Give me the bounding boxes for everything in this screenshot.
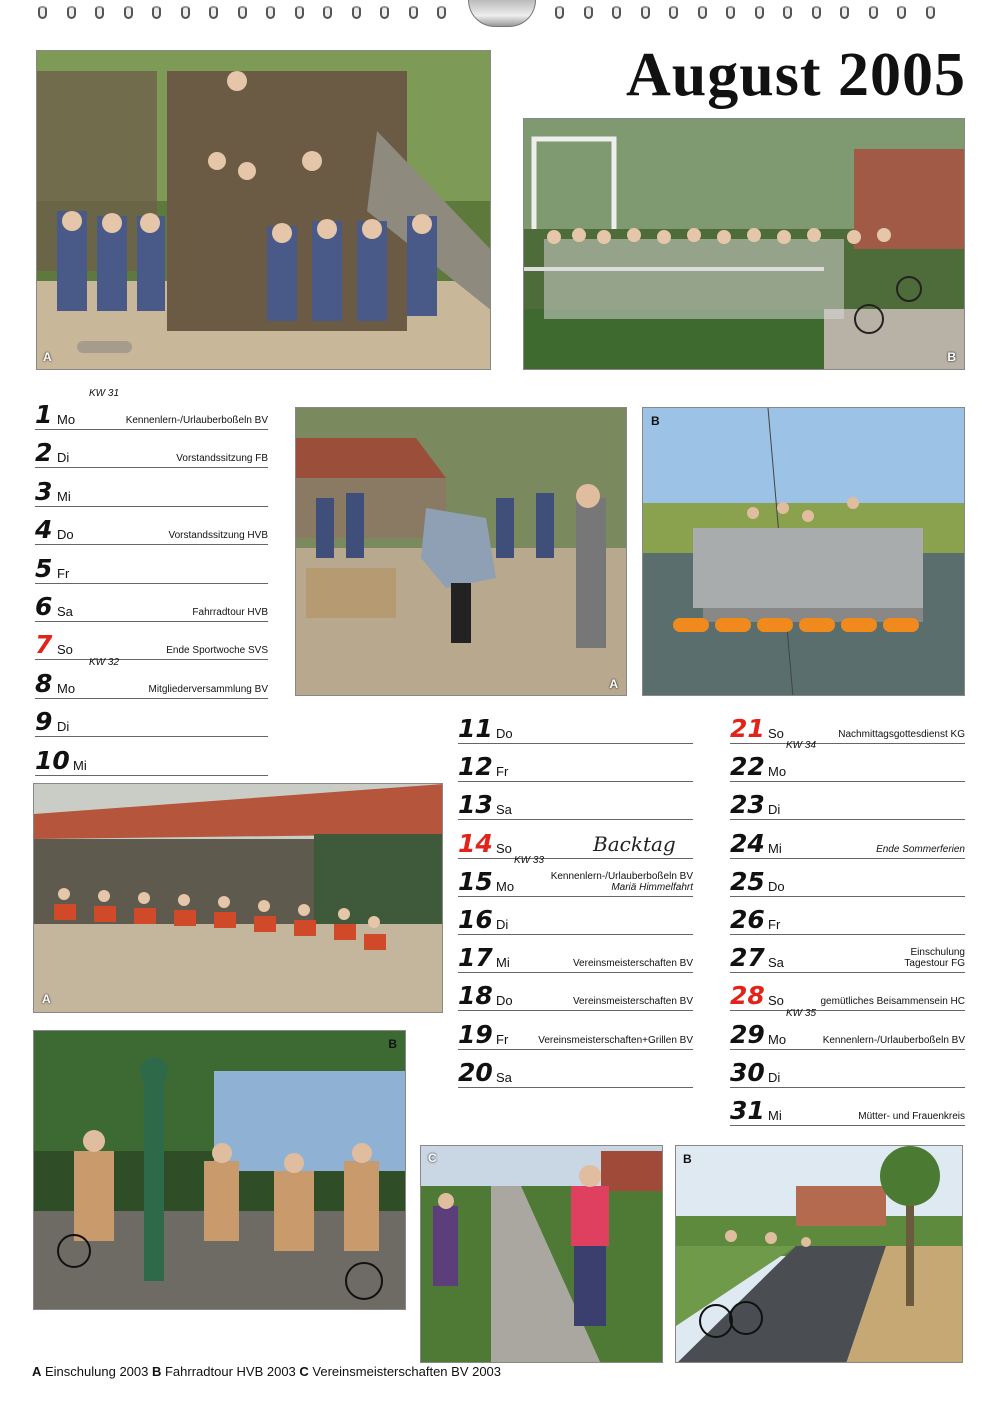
week-number: KW 34	[786, 740, 817, 752]
day-number: 9	[35, 707, 53, 737]
day-row	[35, 624, 268, 660]
event-text	[551, 871, 693, 893]
photo-fahrradtour-pump-image	[34, 1031, 406, 1310]
day-number: 10	[35, 745, 70, 775]
photo-label: C	[428, 1151, 437, 1165]
photo-label: B	[651, 414, 660, 428]
weekday-label: Mi	[496, 955, 510, 971]
spiral-ring	[95, 6, 104, 19]
legend-key-a: A	[32, 1364, 42, 1379]
day-number: 13	[458, 790, 493, 820]
day-number: 6	[35, 592, 53, 621]
day-row	[730, 740, 965, 782]
weekday-label: Di	[768, 802, 781, 818]
day-number: 18	[458, 981, 493, 1011]
weekday-label: Di	[496, 917, 509, 932]
day-number: 7	[35, 630, 53, 660]
event-text	[149, 684, 269, 695]
photo-fahrradtour-ferry	[642, 407, 965, 696]
event-line: Kennenlern-/Urlauberboßeln BV	[125, 415, 268, 426]
day-row	[730, 861, 965, 897]
day-row	[730, 937, 965, 973]
spiral-ring	[840, 6, 849, 19]
weekday-label: So	[57, 642, 73, 658]
day-number: 16	[458, 905, 493, 934]
event-text	[169, 530, 269, 541]
spiral-ring	[755, 6, 764, 19]
day-number: 21	[730, 714, 765, 743]
legend-text-b: Fahrradtour HVB 2003	[161, 1364, 300, 1379]
spiral-ring	[209, 6, 218, 19]
day-number: 8	[35, 668, 53, 698]
weekday-label: Mi	[768, 1108, 782, 1123]
weekday-label: Di	[57, 450, 70, 466]
event-line: Ende Sommerferien	[876, 843, 965, 855]
event-line: Tagestour FG	[904, 958, 965, 970]
weekday-label: Sa	[496, 1069, 512, 1085]
weekday-label: Mi	[57, 488, 71, 504]
spiral-ring	[238, 6, 247, 19]
day-row	[458, 1052, 693, 1088]
spiral-ring	[266, 6, 275, 19]
handwritten-note: Backtag	[593, 831, 676, 856]
event-text	[820, 996, 965, 1007]
day-number: 2	[35, 438, 53, 468]
spiral-ring	[783, 6, 792, 19]
day-row	[458, 899, 693, 935]
day-row	[35, 740, 268, 776]
day-number: 17	[458, 943, 493, 973]
weekday-label: Mi	[768, 840, 782, 856]
day-row	[458, 784, 693, 820]
day-row	[35, 388, 268, 430]
day-row	[35, 432, 268, 468]
event-text	[904, 947, 965, 969]
day-number: 14	[458, 828, 493, 858]
day-number: 15	[458, 866, 493, 896]
event-line: Nachmittagsgottesdienst KG	[838, 729, 965, 740]
event-line: Mütter- und Frauenkreis	[858, 1111, 965, 1122]
day-row	[35, 701, 268, 737]
day-number: 3	[35, 476, 53, 506]
legend-key-c: C	[299, 1364, 309, 1379]
day-row	[730, 975, 965, 1011]
weekday-label: Mo	[768, 1031, 787, 1047]
weekday-label: Fr	[496, 764, 509, 780]
spiral-ring	[869, 6, 878, 19]
weekday-label: So	[768, 993, 784, 1009]
photo-einschulung-tractors	[33, 783, 443, 1013]
event-line: Einschulung	[910, 947, 965, 959]
weekday-label: Sa	[496, 802, 512, 818]
week-number: KW 35	[786, 1007, 817, 1019]
spiral-ring	[152, 6, 161, 19]
photo-label: A	[43, 350, 52, 364]
week-number: KW 33	[514, 854, 545, 866]
day-row	[458, 975, 693, 1011]
spiral-ring	[409, 6, 418, 19]
spiral-ring	[812, 6, 821, 19]
day-row	[730, 1007, 965, 1050]
day-number: 4	[35, 515, 53, 545]
day-number: 30	[730, 1057, 765, 1087]
spiral-ring	[612, 6, 621, 19]
event-text	[838, 729, 965, 740]
weekday-label: Do	[768, 878, 785, 894]
page-title: August 2005	[625, 41, 966, 109]
day-number: 28	[730, 981, 765, 1011]
spiral-ring	[641, 6, 650, 19]
day-number: 26	[730, 905, 765, 934]
photo-label: B	[947, 350, 956, 364]
day-row	[458, 823, 693, 859]
calendar-hanger	[468, 0, 536, 27]
spiral-ring	[726, 6, 735, 19]
day-number: 1	[35, 400, 53, 429]
day-row	[730, 823, 965, 859]
event-text	[823, 1035, 965, 1046]
day-number: 19	[458, 1019, 493, 1049]
event-text	[858, 1111, 965, 1122]
day-number: 29	[730, 1019, 765, 1049]
weekday-label: Di	[57, 719, 70, 735]
photo-fahrradtour-group-image	[524, 119, 965, 370]
photo-fahrradtour-group	[523, 118, 965, 370]
day-number: 23	[730, 790, 765, 820]
weekday-label: Fr	[496, 1031, 509, 1047]
weekday-label: Mo	[57, 412, 76, 427]
photo-einschulung-mascot-image	[296, 408, 627, 696]
photo-legend	[32, 1364, 501, 1379]
event-line: Vorstandssitzung FB	[176, 453, 268, 465]
weekday-label: Do	[496, 726, 513, 741]
event-text	[126, 415, 268, 426]
spiral-ring	[67, 6, 76, 19]
day-row	[730, 784, 965, 820]
spiral-ring	[555, 6, 564, 19]
weekday-label: Do	[57, 527, 74, 543]
day-row	[35, 586, 268, 622]
day-number: 24	[730, 828, 765, 858]
weekday-label: Mi	[73, 757, 87, 773]
day-row	[35, 509, 268, 545]
spiral-ring	[295, 6, 304, 19]
event-text	[573, 958, 693, 969]
weekday-label: Mo	[768, 764, 787, 780]
spiral-ring	[698, 6, 707, 19]
legend-text-a: Einschulung 2003	[41, 1364, 152, 1379]
spiral-ring	[669, 6, 678, 19]
day-number: 12	[458, 752, 493, 782]
day-row	[458, 937, 693, 973]
event-line: Kennenlern-/Urlauberboßeln BV	[550, 870, 693, 882]
spiral-ring	[38, 6, 47, 19]
event-line: Mariä Himmelfahrt	[611, 881, 693, 893]
day-row	[730, 708, 965, 744]
spiral-ring	[584, 6, 593, 19]
day-number: 27	[730, 943, 765, 973]
weekday-label: Sa	[768, 955, 784, 971]
spiral-ring	[124, 6, 133, 19]
day-row	[730, 1052, 965, 1088]
spiral-ring	[323, 6, 332, 19]
photo-einschulung-playground-image	[37, 51, 491, 370]
spiral-ring	[437, 6, 446, 19]
spiral-ring	[926, 6, 935, 19]
event-line: Kennenlern-/Urlauberboßeln BV	[822, 1034, 965, 1046]
photo-label: B	[683, 1152, 692, 1166]
day-row	[35, 548, 268, 584]
photo-fahrradtour-pump	[33, 1030, 406, 1310]
event-text	[192, 607, 268, 618]
event-line: Vereinsmeisterschaften+Grillen BV	[538, 1034, 693, 1046]
photo-einschulung-mascot	[295, 407, 627, 696]
day-row	[730, 899, 965, 935]
weekday-label: Do	[496, 993, 513, 1009]
day-row	[35, 656, 268, 699]
weekday-label: Sa	[57, 604, 73, 619]
legend-text-c: Vereinsmeisterschaften BV 2003	[308, 1364, 502, 1379]
event-line: Vereinsmeisterschaften BV	[572, 958, 693, 970]
event-line: Vereinsmeisterschaften BV	[572, 996, 693, 1008]
event-line: gemütliches Beisammensein HC	[820, 996, 965, 1008]
event-line: Fahrradtour HVB	[192, 607, 268, 618]
event-line: Ende Sportwoche SVS	[166, 645, 268, 657]
day-row	[458, 708, 693, 744]
event-text	[876, 844, 965, 855]
event-text	[166, 645, 268, 656]
day-row	[35, 471, 268, 507]
spiral-ring	[897, 6, 906, 19]
weekday-label: Di	[768, 1069, 781, 1085]
day-number: 11	[458, 714, 493, 743]
photo-label: A	[42, 992, 51, 1006]
day-number: 5	[35, 553, 53, 583]
photo-fahrradtour-path-image	[676, 1146, 963, 1363]
weekday-label: Fr	[768, 917, 781, 932]
legend-key-b: B	[151, 1364, 162, 1379]
spiral-ring	[352, 6, 361, 19]
event-text	[176, 453, 268, 464]
photo-einschulung-tractors-image	[34, 784, 443, 1013]
day-row	[458, 746, 693, 782]
weekday-label: Mo	[57, 680, 76, 696]
photo-label: B	[388, 1037, 397, 1051]
event-text	[573, 996, 693, 1007]
photo-label: A	[609, 677, 618, 691]
spiral-ring	[380, 6, 389, 19]
week-number: KW 32	[89, 656, 120, 668]
day-number: 31	[730, 1096, 765, 1125]
day-number: 22	[730, 752, 765, 782]
weekday-label: So	[768, 726, 784, 741]
photo-vereinsmeisterschaften	[420, 1145, 663, 1363]
event-line: Mitgliederversammlung BV	[148, 683, 268, 695]
photo-fahrradtour-path	[675, 1145, 963, 1363]
photo-vereinsmeisterschaften-image	[421, 1146, 663, 1363]
weekday-label: Fr	[57, 565, 70, 581]
weekday-label: Mo	[496, 878, 515, 894]
weekday-label: So	[496, 840, 512, 856]
event-line: Vorstandssitzung HVB	[168, 530, 268, 542]
day-row	[458, 854, 693, 897]
photo-fahrradtour-ferry-image	[643, 408, 965, 696]
day-number: 20	[458, 1057, 493, 1087]
day-row	[458, 1014, 693, 1050]
week-number: KW 31	[89, 388, 120, 399]
spiral-ring	[181, 6, 190, 19]
day-row	[730, 1090, 965, 1126]
event-text	[538, 1035, 693, 1046]
day-number: 25	[730, 866, 765, 896]
photo-einschulung-playground	[36, 50, 491, 370]
